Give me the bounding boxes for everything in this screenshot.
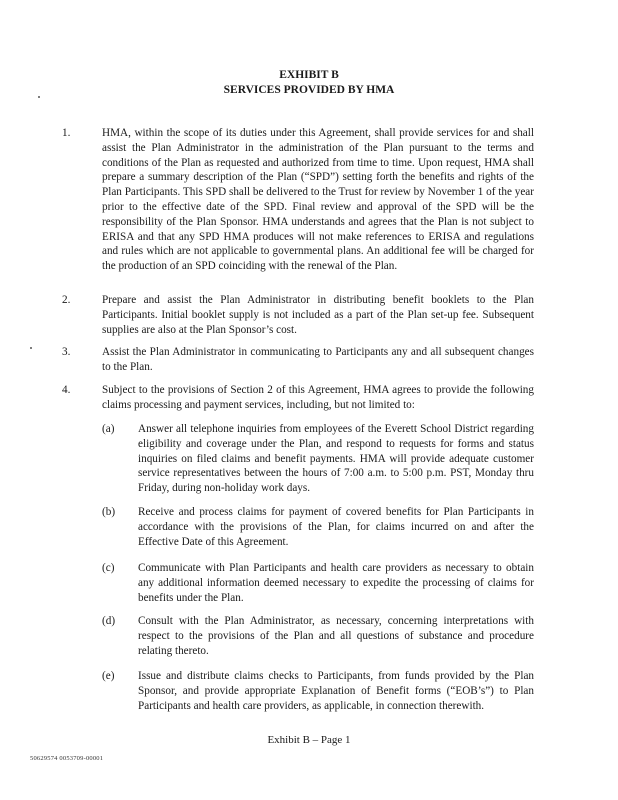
item-text: Subject to the provisions of Section 2 of this Agreement, HMA agrees to provide the following claims processing and payment services, including, but not limited to: (102, 384, 534, 411)
scan-speck (38, 96, 40, 98)
item-number: 1. (62, 127, 71, 139)
sub-item-text: Receive and process claims for payment of covered benefits for Plan Participants in accordance with the provisions of the Plan, for claims incurred on and after the Effective Date of this Agreement. (138, 506, 534, 548)
scan-speck (30, 347, 32, 349)
sub-item-letter: (a) (102, 423, 115, 435)
sub-item-letter: (c) (102, 562, 115, 574)
sub-item-text: Answer all telephone inquiries from employees of the Everett School District regarding eligibility and coverage under the Plan, and respond to requests for forms and status inquiries on filed claims and benefit payments. HMA will provide adequate customer service representatives between the hours of 7:00 a.m. to 5:00 p.m. PST, Monday thru Friday, during non-holiday work days. (138, 423, 534, 495)
document-title (0, 68, 618, 98)
exhibit-subtitle: SERVICES PROVIDED BY HMA (223, 84, 395, 96)
exhibit-heading: EXHIBIT B (279, 69, 339, 81)
page-footer: Exhibit B – Page 1 (267, 734, 351, 746)
sub-item-letter: (d) (102, 615, 116, 627)
item-number: 4. (62, 384, 71, 396)
sub-item-letter: (e) (102, 670, 115, 682)
item-text: HMA, within the scope of its duties under this Agreement, shall provide services for and shall assist the Plan Administrator in the administration of the Plan pursuant to the terms and conditions of the Plan as requested and authorized from time to time. Upon request, HMA shall prepare a summary description of the Plan (“SPD”) setting forth the benefits and rights of the Plan Participants. This SPD shall be delivered to the Trust for review by November 1 of the year prior to the effective date of the SPD. Final review and approval of the SPD will be the responsibility of the Plan Sponsor. HMA understands and agrees that the Plan is not subject to ERISA and that any SPD HMA produces will not make references to ERISA and regulations and rules which are not applicable to governmental plans. An additional fee will be charged for the production of an SPD coinciding with the renewal of the Plan. (102, 127, 534, 273)
document-id: 50629574 0053709-00001 (30, 755, 104, 762)
sub-item-text: Communicate with Plan Participants and health care providers as necessary to obtain any additional information deemed necessary to expedite the processing of claims for benefits under the Plan. (138, 562, 534, 604)
item-text: Prepare and assist the Plan Administrator in distributing benefit booklets to the Plan Participants. Initial booklet supply is not included as a part of the Plan set-up fee. Subsequent supplies are also at the Plan Sponsor’s cost. (102, 294, 534, 336)
sub-item-text: Consult with the Plan Administrator, as necessary, concerning interpretations with respect to the provisions of the Plan and all questions of substance and procedure relating thereto. (138, 615, 534, 657)
item-number: 3. (62, 346, 71, 358)
sub-item-text: Issue and distribute claims checks to Participants, from funds provided by the Plan Sponsor, and provide appropriate Explanation of Benefit forms (“EOB’s”) to Plan Participants and health care providers, as applicable, in connection therewith. (138, 670, 534, 712)
sub-item-letter: (b) (102, 506, 116, 518)
item-text: Assist the Plan Administrator in communicating to Participants any and all subsequent changes to the Plan. (102, 346, 534, 373)
item-number: 2. (62, 294, 71, 306)
